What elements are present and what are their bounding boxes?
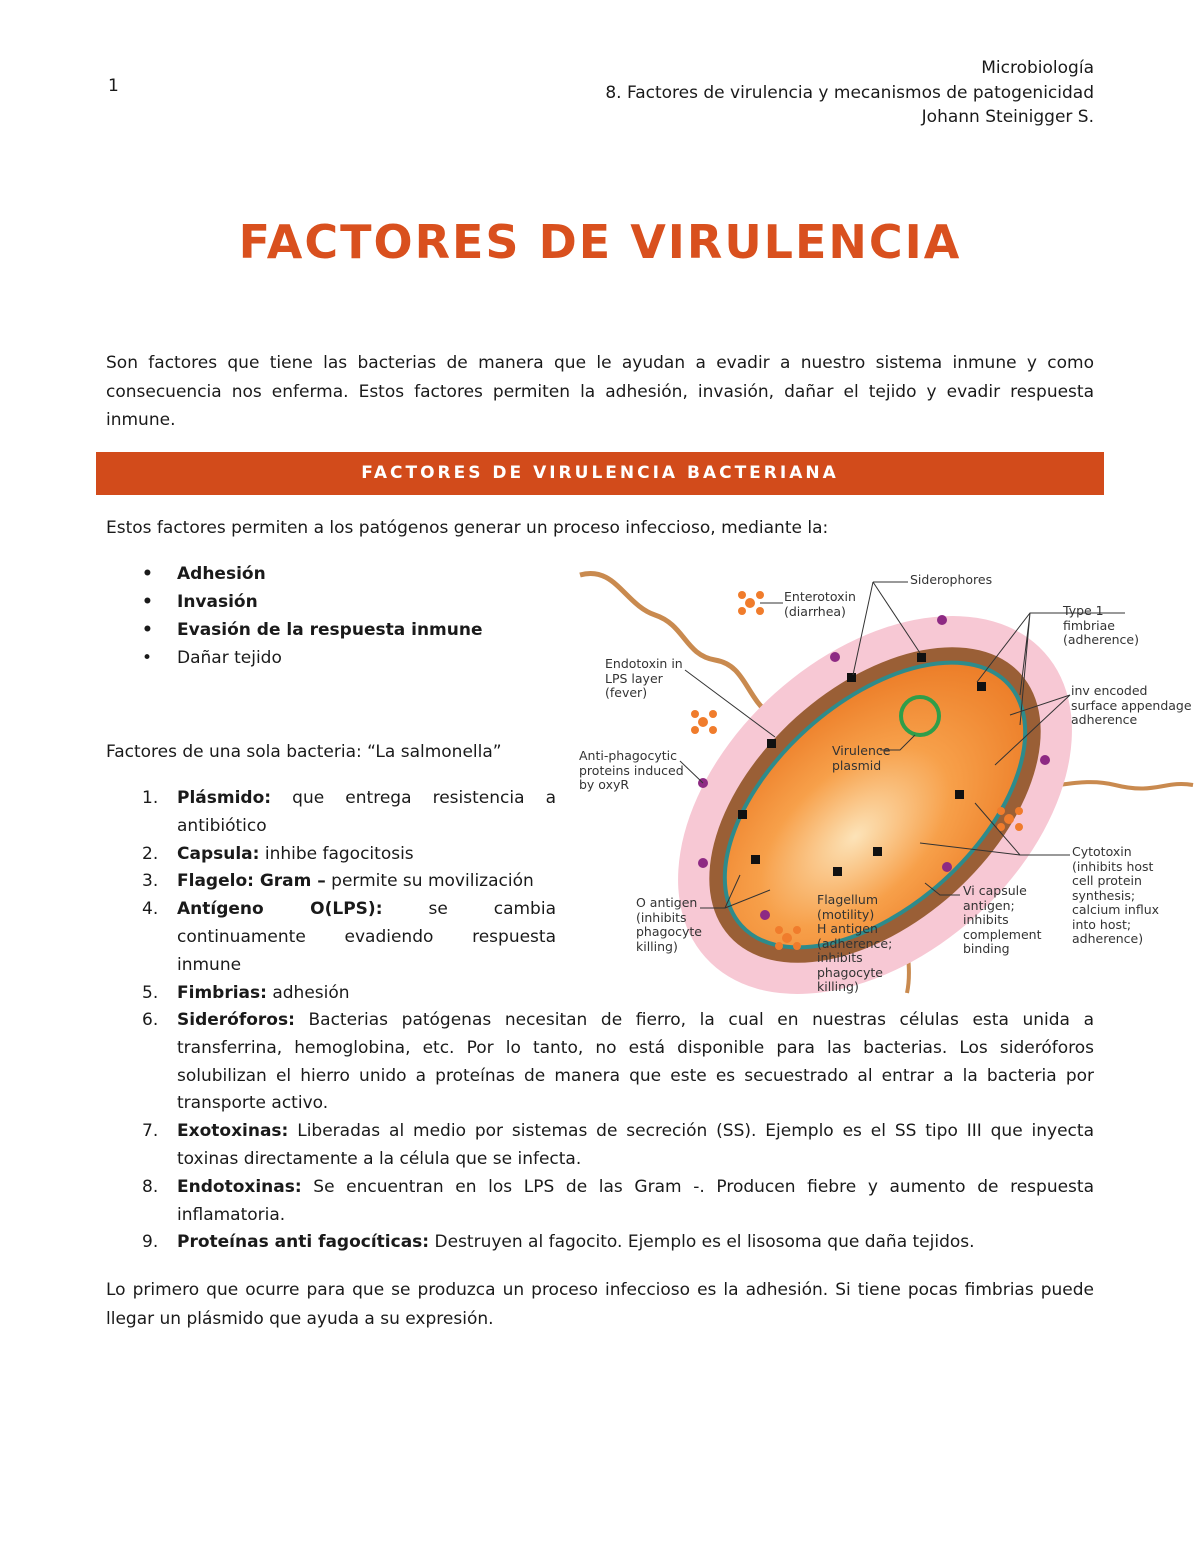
label-line: Enterotoxin xyxy=(784,589,856,604)
running-header xyxy=(605,56,1094,130)
factor-item xyxy=(106,868,556,896)
label-line: cell protein xyxy=(1072,873,1142,888)
label-line: Siderophores xyxy=(910,572,993,587)
factors-list-narrow xyxy=(106,785,556,1007)
label-line: Endotoxin in xyxy=(605,656,683,671)
label-siderophores xyxy=(910,573,992,588)
list-item: • Evasión de la respuesta inmune xyxy=(106,616,483,644)
item-number: 7. xyxy=(142,1121,159,1142)
label-enterotoxin xyxy=(784,590,856,619)
factor-description: Bacterias patógenas necesitan de fierro, la cual en nuestras células esta unida a transferrina, hemoglobina, etc. Por lo tanto, no está disponible para las bacterias. Los sideróforos solubilizan el hierro unido a proteínas de manera que este es secuestrado al entrar a la bacteria por transporte activo. xyxy=(177,1010,1094,1114)
mechanism-list xyxy=(106,560,483,672)
factor-term: Sideróforos: xyxy=(177,1010,295,1030)
label-line: (diarrhea) xyxy=(784,603,846,619)
label-endotoxin xyxy=(605,657,683,701)
label-cytotoxin xyxy=(1072,845,1159,947)
label-flagellum xyxy=(817,893,892,995)
closing-paragraph: Lo primero que ocurre para que se produzca un proceso infeccioso es la adhesión. Si tiene pocas fimbrias puede llegar un plásmido que ayuda a su expresión. xyxy=(106,1280,1094,1329)
label-line: inhibits xyxy=(963,912,1009,927)
label-line: Anti-phagocytic xyxy=(579,748,677,763)
header-topic: 8. Factores de virulencia y mecanismos de patogenicidad xyxy=(605,82,1094,103)
label-line: adherence xyxy=(1071,712,1138,727)
factor-item xyxy=(106,1229,1094,1257)
label-line: O antigen xyxy=(636,895,698,910)
item-number: 4. xyxy=(142,899,159,920)
label-line: calcium influx xyxy=(1072,902,1160,917)
label-line: inv encoded xyxy=(1071,683,1148,698)
label-line: proteins induced xyxy=(579,762,684,778)
label-type1-fimbriae xyxy=(1063,604,1139,648)
item-number: 8. xyxy=(142,1176,159,1197)
factor-description: permite su movilización xyxy=(325,871,534,892)
item-number: 6. xyxy=(142,1010,159,1030)
label-line: by oxyR xyxy=(579,777,630,792)
label-line: (fever) xyxy=(605,685,648,700)
label-line: phagocyte xyxy=(636,924,702,939)
factor-term: Proteínas anti fagocíticas: xyxy=(177,1232,430,1253)
label-o-antigen xyxy=(636,896,702,954)
label-line: binding xyxy=(963,941,1010,956)
label-line: LPS layer xyxy=(605,670,663,686)
label-line: (motility) xyxy=(817,906,875,922)
item-number: 9. xyxy=(142,1232,159,1253)
factor-item xyxy=(106,1007,1094,1118)
factor-term: Capsula: xyxy=(177,843,260,864)
label-line: killing) xyxy=(817,979,859,994)
label-line: (adherence) xyxy=(1063,632,1140,647)
factor-item xyxy=(106,896,556,979)
item-number: 2. xyxy=(142,843,159,864)
label-line: Type 1 xyxy=(1063,603,1104,618)
lead-text: Estos factores permiten a los patógenos generar un proceso infeccioso, mediante la: xyxy=(106,518,829,538)
label-line: inhibits xyxy=(817,950,863,965)
intro-paragraph: Son factores que tiene las bacterias de manera que le ayudan a evadir a nuestro sistema inmune y como consecuencia nos enferma. Estos factores permiten la adhesión, invasión, dañar el tejido y evadir respuesta inmune. xyxy=(106,353,1094,430)
factor-term: Endotoxinas: xyxy=(177,1176,302,1197)
label-line: complement xyxy=(963,926,1042,942)
list-item: • Adhesión xyxy=(106,560,483,588)
page-number: 1 xyxy=(108,76,119,96)
factor-description: se cambia continuamente evadiendo respuesta inmune xyxy=(177,899,556,975)
label-line: Flagellum xyxy=(817,892,878,907)
item-number: 3. xyxy=(142,871,159,892)
factor-description: adhesión xyxy=(266,982,350,1003)
header-course: Microbiología xyxy=(981,58,1094,78)
factor-description: Destruyen al fagocito. Ejemplo es el lisosoma que daña tejidos. xyxy=(429,1232,975,1253)
factor-term: Fimbrias: xyxy=(177,982,267,1003)
factor-term: Plásmido: xyxy=(177,788,272,808)
factor-description: inhibe fagocitosis xyxy=(259,843,414,864)
list-item: • Dañar tejido xyxy=(106,644,483,672)
page-title: FACTORES DE VIRULENCIA xyxy=(238,215,962,269)
factor-description: Liberadas al medio por sistemas de secreción (SS). Ejemplo es el SS tipo III que inyecta toxinas directamente a la célula que se infecta. xyxy=(177,1121,1094,1169)
item-number: 5. xyxy=(142,982,159,1003)
label-inv xyxy=(1071,684,1192,728)
salmonella-diagram xyxy=(575,565,1195,995)
section-banner: FACTORES DE VIRULENCIA BACTERIANA xyxy=(96,452,1104,495)
label-line: synthesis; xyxy=(1072,887,1136,903)
factor-term: Exotoxinas: xyxy=(177,1121,289,1142)
label-line: Cytotoxin xyxy=(1072,844,1132,859)
list-item: • Invasión xyxy=(106,588,483,616)
factor-item xyxy=(106,1174,1094,1230)
label-line: H antigen xyxy=(817,921,878,936)
factor-term: Antígeno O(LPS): xyxy=(177,899,383,920)
factor-description: que entrega resistencia a antibiótico xyxy=(177,788,556,836)
item-number: 1. xyxy=(142,788,159,808)
factor-item xyxy=(106,1118,1094,1174)
factor-item xyxy=(106,980,556,1008)
label-line: (inhibits host xyxy=(1072,858,1154,874)
label-plasmid xyxy=(832,744,890,773)
label-line: antigen; xyxy=(963,897,1015,913)
single-bacteria-heading: Factores de una sola bacteria: “La salmonella” xyxy=(106,742,502,762)
label-line: killing) xyxy=(636,938,678,954)
label-line: phagocyte xyxy=(817,964,883,980)
label-line: (inhibits xyxy=(636,909,687,925)
header-author: Johann Steinigger S. xyxy=(921,107,1094,127)
label-line: fimbriae xyxy=(1063,617,1115,633)
label-line: (adherence; xyxy=(817,935,893,951)
label-vi-capsule xyxy=(963,884,1042,957)
label-line: into host; xyxy=(1072,916,1132,932)
label-line: surface appendage xyxy=(1071,697,1192,713)
label-line: adherence) xyxy=(1072,931,1144,946)
label-line: plasmid xyxy=(832,757,882,773)
factors-list-wide xyxy=(106,1007,1094,1257)
factor-term: Flagelo: Gram – xyxy=(177,871,326,892)
label-line: Virulence xyxy=(832,743,891,758)
label-antiphagocytic xyxy=(579,749,684,793)
factor-description: Se encuentran en los LPS de las Gram -. Producen fiebre y aumento de respuesta inflamatoria. xyxy=(177,1176,1094,1225)
label-line: Vi capsule xyxy=(963,883,1027,898)
factor-item xyxy=(106,785,556,841)
factor-item xyxy=(106,841,556,869)
